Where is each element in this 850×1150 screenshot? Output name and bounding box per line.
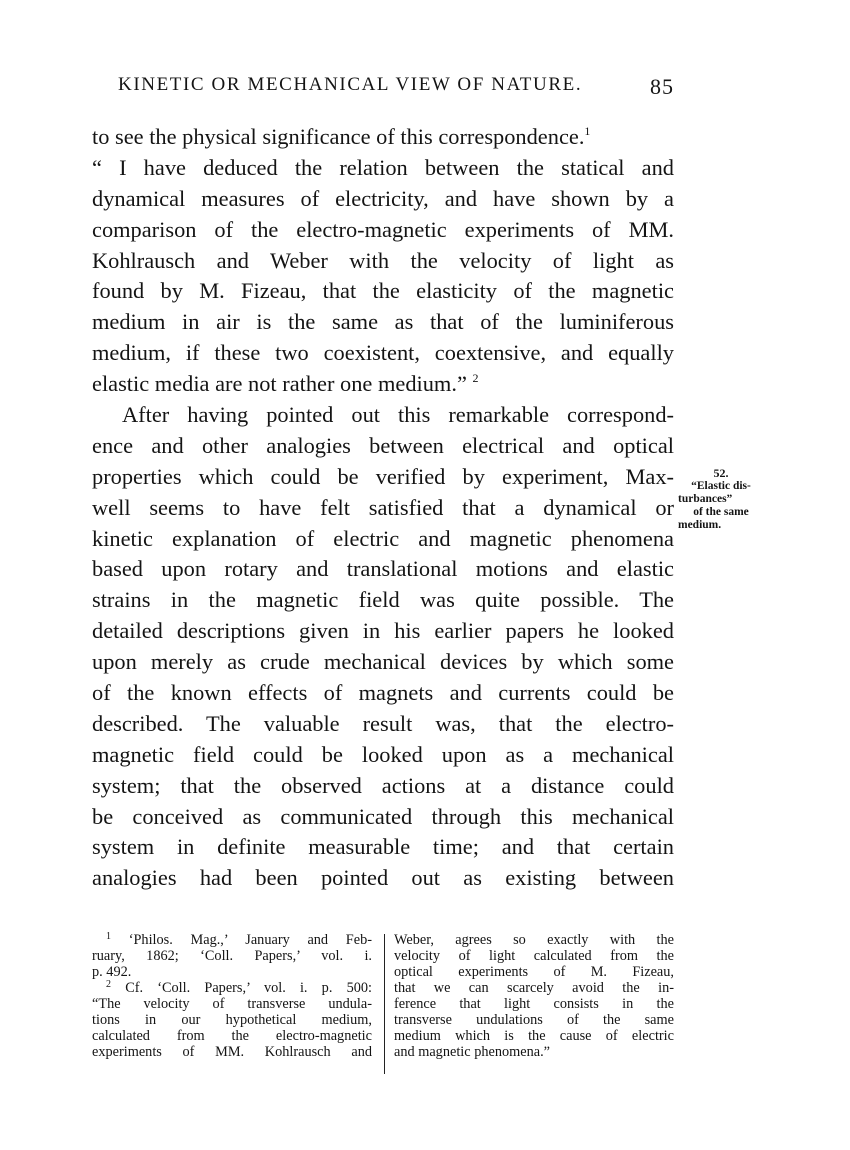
footnote-line: experiments of MM. Kohlrausch and bbox=[92, 1044, 372, 1060]
text-line: strains in the magnetic field was quite possible. The bbox=[92, 587, 674, 613]
footnote-line: ference that light consists in the bbox=[394, 996, 674, 1012]
footnote-line: calculated from the electro-magnetic bbox=[92, 1028, 372, 1044]
text-line: based upon rotary and translational motions and elastic bbox=[92, 556, 674, 582]
text-line: magnetic field could be looked upon as a mechanical bbox=[92, 741, 674, 767]
footnote-line: tions in our hypothetical medium, bbox=[92, 1012, 372, 1028]
text-line: system; that the observed actions at a distance could bbox=[92, 772, 674, 798]
footnote-line: “The velocity of transverse undula- bbox=[92, 996, 372, 1012]
text-line: properties which could be verified by experiment, Max- bbox=[92, 463, 674, 489]
footnote-line: transverse undulations of the same bbox=[394, 1012, 674, 1028]
footnote-line: medium which is the cause of electric bbox=[394, 1028, 674, 1044]
footnote-line: p. 492. bbox=[92, 964, 132, 980]
footnotes-left-column bbox=[92, 932, 372, 1060]
footnotes-right-column bbox=[394, 932, 674, 1060]
text-line: elastic media are not rather one medium.” $^2$ bbox=[92, 371, 479, 397]
text-line: analogies had been pointed out as existing between bbox=[92, 865, 674, 891]
footnote-line: that we can scarcely avoid the in- bbox=[394, 980, 674, 996]
text-line: comparison of the electro-magnetic experiments of MM. bbox=[92, 216, 674, 242]
text-line: medium in air is the same as that of the luminiferous bbox=[92, 309, 674, 335]
footnote-line: and magnetic phenomena.” bbox=[394, 1044, 551, 1060]
running-title: KINETIC OR MECHANICAL VIEW OF NATURE. bbox=[118, 74, 583, 95]
text-line: medium, if these two coexistent, coextensive, and equally bbox=[92, 340, 674, 366]
footnotes bbox=[92, 932, 674, 1082]
marginal-note-line: medium. bbox=[678, 519, 722, 531]
text-line: ence and other analogies between electrical and optical bbox=[92, 432, 674, 458]
footnote-marker-1: 1 bbox=[106, 931, 111, 942]
text-line: upon merely as crude mechanical devices by which some bbox=[92, 649, 674, 675]
footnote-line: optical experiments of M. Fizeau, bbox=[394, 964, 674, 980]
text-line: After having pointed out this remarkable correspond- bbox=[122, 402, 674, 428]
footnote-line: Weber, agrees so exactly with the bbox=[394, 932, 674, 948]
footnote-marker-2: 2 bbox=[106, 979, 111, 990]
running-header bbox=[118, 74, 678, 104]
footnote-line: velocity of light calculated from the bbox=[394, 948, 674, 964]
text-line: found by M. Fizeau, that the elasticity of the magnetic bbox=[92, 278, 674, 304]
main-text bbox=[92, 122, 674, 894]
marginal-note-line: turbances” bbox=[678, 493, 733, 505]
text-line: “ I have deduced the relation between the statical and bbox=[92, 154, 674, 180]
text-line: detailed descriptions given in his earlier papers he looked bbox=[92, 618, 674, 644]
text-line: kinetic explanation of electric and magnetic phenomena bbox=[92, 525, 674, 551]
text-line: of the known effects of magnets and currents could be bbox=[92, 680, 674, 706]
footnote-line: $^1$ ‘Philos. Mag.,’ January and Feb- bbox=[106, 931, 372, 948]
text-line: dynamical measures of electricity, and have shown by a bbox=[92, 185, 674, 211]
text-line: described. The valuable result was, that the electro- bbox=[92, 710, 674, 736]
footnote-ref-1: 1 bbox=[584, 124, 591, 138]
footnote-line: $^2$ Cf. ‘Coll. Papers,’ vol. i. p. 500: bbox=[106, 979, 373, 996]
marginal-note bbox=[678, 467, 764, 532]
footnote-line: ruary, 1862; ‘Coll. Papers,’ vol. i. bbox=[92, 948, 372, 964]
marginal-note-line: “Elastic dis- bbox=[691, 480, 751, 492]
text-line: Kohlrausch and Weber with the velocity of light as bbox=[92, 247, 674, 273]
text-line: to see the physical significance of this correspondence.$^1$ bbox=[92, 124, 591, 149]
footnote-ref-2: 2 bbox=[472, 371, 479, 386]
text-line: well seems to have felt satisfied that a dynamical or bbox=[92, 494, 674, 520]
marginal-note-line: of the same bbox=[693, 506, 749, 518]
text-line: be conceived as communicated through this mechanical bbox=[92, 803, 674, 829]
text-line: system in definite measurable time; and that certain bbox=[92, 834, 674, 860]
page-number: 85 bbox=[650, 74, 674, 99]
section-number: 52. bbox=[713, 466, 729, 480]
column-divider bbox=[384, 934, 385, 1074]
